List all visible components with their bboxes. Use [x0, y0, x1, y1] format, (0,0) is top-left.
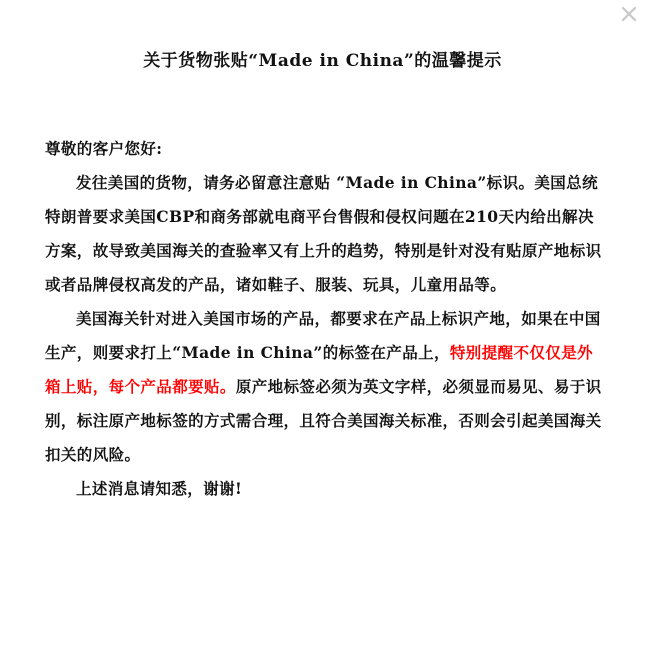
notice-body — [45, 132, 607, 506]
greeting: 尊敬的客户您好: — [45, 139, 163, 158]
paragraph-2-text-a: 美国海关针对进入美国市场的产品，都要求在产品上标识产地，如果在中国生产，则要求打上“Made in China”的标签在产品上， — [45, 309, 601, 362]
close-button[interactable] — [619, 4, 639, 24]
notice-title: 关于货物张贴“Made in China”的温馨提示 — [143, 51, 502, 71]
paragraph-1: 发往美国的货物，请务必留意注意贴 “Made in China”标识。美国总统特朗普要求美国CBP和商务部就电商平台售假和侵权问题在210天内给出解决方案，故导致美国海关的查验率又有上升的趋势，特别是针对没有贴原产地标识或者品牌侵权高发的产品，诸如鞋子、服装、玩具，儿童用品等。 — [45, 173, 602, 294]
highlight-warning: 特别提醒不仅仅是外箱上贴，每个产品都要贴。 — [45, 343, 593, 396]
paragraph-2 — [45, 302, 607, 472]
closing-text: 上述消息请知悉，谢谢! — [76, 479, 243, 498]
close-icon[interactable] — [619, 4, 639, 24]
paragraph-2-text-b: 原产地标签必须为英文字样，必须显而易见、易于识别，标注原产地标签的方式需合理，且符合美国海关标准，否则会引起美国海关扣关的风险。 — [45, 377, 602, 464]
